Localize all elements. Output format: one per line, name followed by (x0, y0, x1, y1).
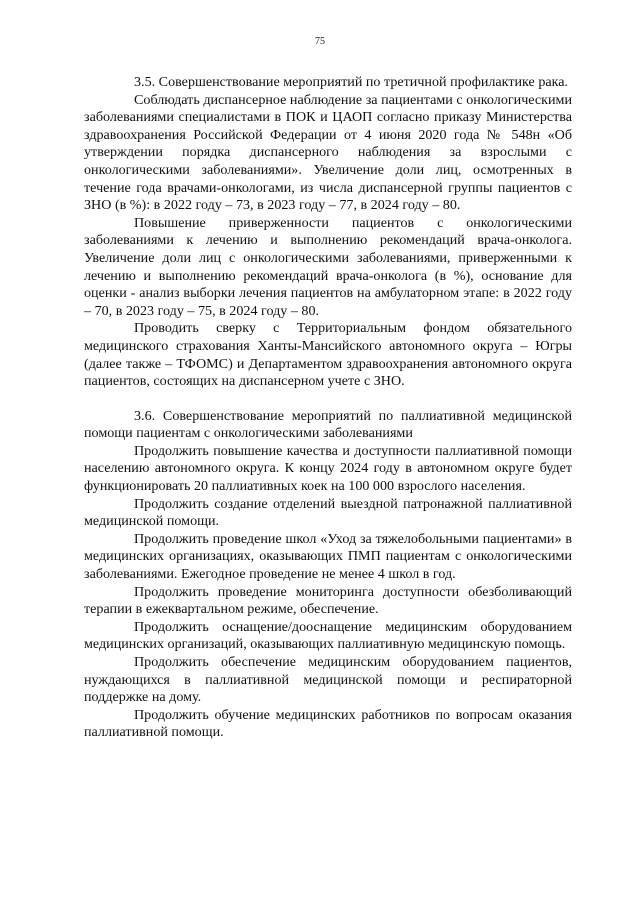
page-number: 75 (315, 36, 325, 47)
paragraph: Продолжить обучение медицинских работников по вопросам оказания паллиативной помощи. (84, 706, 572, 741)
paragraph: Соблюдать диспансерное наблюдение за пациентами с онкологическими заболеваниями специалистами в ПОК и ЦАОП согласно приказу Министерства здравоохранения Российской Федерации от 4 июня 2020 года № 548н «Об утверждении порядка диспансерного наблюдения за взрослыми с онкологическими заболеваниями». Увеличение доли лиц, осмотренных в течение года врачами-онкологами, из числа диспансерной группы пациентов с ЗНО (в %): в 2022 году – 73, в 2023 году – 77, в 2024 году – 80. (84, 91, 572, 214)
paragraph: Продолжить создание отделений выездной патронажной паллиативной медицинской помощи. (84, 495, 572, 530)
section-gap (84, 391, 572, 408)
paragraph: Продолжить проведение школ «Уход за тяжелобольными пациентами» в медицинских организациях, оказывающих ПМП пациентам с онкологическими заболеваниями. Ежегодное проведение не менее 4 школ в год. (84, 530, 572, 583)
paragraph: Продолжить обеспечение медицинским оборудованием пациентов, нуждающихся в паллиативной медицинской помощи и респираторной поддержке на дому. (84, 654, 572, 706)
paragraph: Продолжить оснащение/дооснащение медицинским оборудованием медицинских организаций, оказывающих паллиативную медицинскую помощь. (84, 618, 572, 653)
paragraph: Проводить сверку с Территориальным фондом обязательного медицинского страхования Ханты-Мансийского автономного округа – Югры (далее также – ТФОМС) и Департаментом здравоохранения автономного округа пациентов, состоящих на диспансерном учете с ЗНО. (84, 320, 572, 390)
paragraph: Продолжить проведение мониторинга доступности обезболивающий терапии в ежеквартальном режиме, обеспечение. (84, 583, 572, 618)
section-heading-3-6: 3.6. Совершенствование мероприятий по паллиативной медицинской помощи пациентам с онкологическими заболеваниями (84, 407, 572, 442)
document-body (84, 74, 572, 742)
paragraph: Продолжить повышение качества и доступности паллиативной помощи населению автономного округа. К концу 2024 году в автономном округе будет функционировать 20 паллиативных коек на 100 000 взрослого населения. (84, 442, 572, 495)
paragraph: Повышение приверженности пациентов с онкологическими заболеваниями к лечению и выполнению рекомендаций врача-онколога. Увеличение доли лиц с онкологическими заболеваниями, приверженными к лечению и выполнению рекомендаций врача-онколога (в %), основание для оценки - анализ выборки лечения пациентов на амбулаторном этапе: в 2022 году – 70, в 2023 году – 75, в 2024 году – 80. (84, 214, 572, 319)
section-heading-3-5: 3.5. Совершенствование мероприятий по третичной профилактике рака. (134, 74, 569, 90)
